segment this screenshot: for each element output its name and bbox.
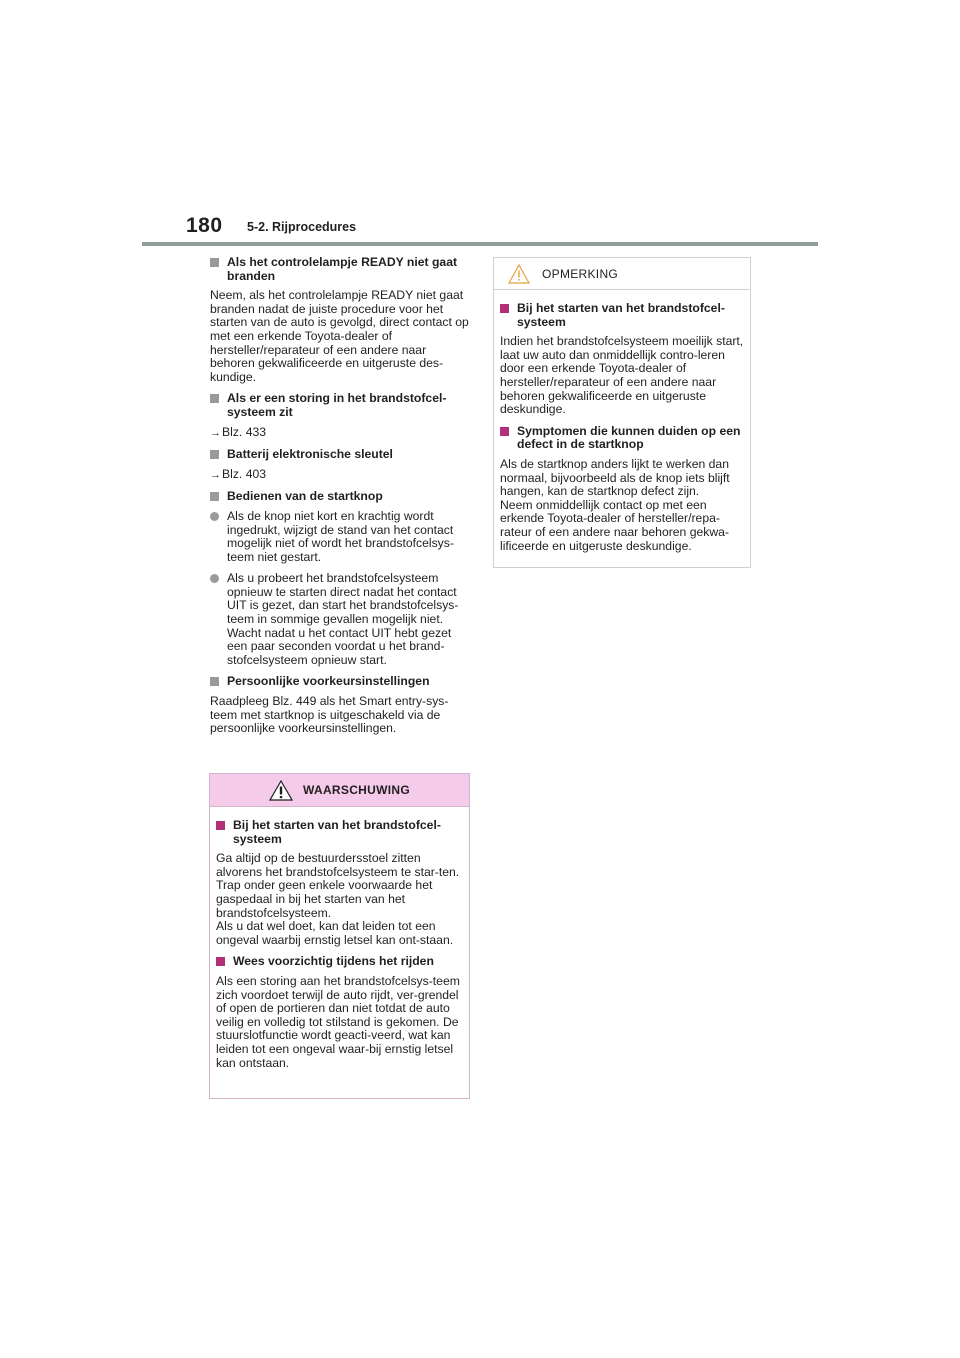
square-marker-icon — [210, 492, 219, 501]
round-bullet-icon — [210, 512, 219, 521]
list-item — [210, 510, 472, 564]
startknop-section — [210, 490, 472, 667]
page-number: 180 — [186, 214, 223, 237]
fault-section — [210, 392, 472, 440]
personal-settings-section — [210, 675, 472, 735]
list-item — [210, 572, 472, 667]
fault-heading: Als er een storing in het brandstofcel-systeem zit — [227, 391, 447, 419]
ready-section — [210, 256, 472, 384]
battery-heading: Batterij elektronische sleutel — [227, 447, 393, 462]
battery-section — [210, 448, 472, 482]
notice-item-text: Indien het brandstofcelsysteem moeilijk start, laat uw auto dan onmiddellijk contro-leren door een erkende Toyota-dealer of hersteller/reparateur of een andere naar behoren gekwalificeerde en uitgeruste deskundige. — [500, 334, 744, 417]
ready-text: Neem, als het controlelampje READY niet gaat branden nadat de juiste procedure voor het starten van de auto is gevolgd, direct contact op met een erkende Toyota-dealer of hersteller/reparateur of een andere naar behoren gekwalificeerde en uitgeruste des-kundige. — [210, 288, 469, 384]
page-reference-text: Blz. 403 — [222, 466, 267, 481]
square-marker-icon — [216, 957, 225, 966]
square-marker-icon — [210, 394, 219, 403]
square-marker-icon — [210, 677, 219, 686]
warning-triangle-icon — [269, 780, 293, 801]
arrow-right-icon: → — [210, 468, 221, 481]
square-marker-icon — [216, 821, 225, 830]
list-item-text: Als u probeert het brandstofcelsysteem opnieuw te starten direct nadat het contact UIT is gezet, dan start het brandstofcelsys-teem in sommige gevallen mogelijk niet. Wacht nadat u het contact UIT hebt gezet een paar seconden voordat u het brand-stofcelsysteem opnieuw start. — [227, 571, 459, 667]
left-column — [210, 256, 472, 744]
notice-item-text: Als de startknop anders lijkt te werken dan normaal, bijvoorbeeld als de knop iets blijft hangen, kan de startknop defect zijn. Neem onmiddellijk contact op met een erkende Toyota-dealer of hersteller/repa-rateur of een andere naar behoren gekwa-lificeerde en uitgeruste deskundige. — [500, 456, 730, 553]
header-rule — [142, 242, 818, 246]
personal-settings-heading: Persoonlijke voorkeursinstellingen — [227, 674, 430, 689]
page-reference[interactable] — [210, 426, 472, 441]
round-bullet-icon — [210, 574, 219, 583]
notice-item-heading: Bij het starten van het brandstofcel-systeem — [517, 301, 725, 329]
list-item-text: Als de knop niet kort en krachtig wordt ingedrukt, wijzigt de stand van het contact mogelijk niet of wordt het brandstofcelsys-teem niet gestart. — [227, 508, 454, 564]
page-reference-text: Blz. 433 — [222, 424, 267, 439]
warning-label: WAARSCHUWING — [303, 783, 410, 797]
warning-item — [216, 955, 461, 1070]
square-marker-icon — [500, 304, 509, 313]
ready-heading: Als het controlelampje READY niet gaat branden — [227, 255, 458, 283]
page-reference[interactable] — [210, 468, 472, 483]
warning-item-text: Als een storing aan het brandstofcelsys-teem zich voordoet terwijl de auto rijdt, ver-grendel of open de portieren dan niet totdat de auto veilig en volledig tot stilstand is gekomen. De stuurslotfunctie wordt geacti-veerd, wat kan leiden tot een ongeval waar-bij ernstig letsel kan ontstaan. — [216, 973, 460, 1070]
notice-box — [493, 257, 751, 568]
notice-item — [500, 302, 744, 417]
notice-header — [494, 258, 750, 290]
notice-label: OPMERKING — [542, 266, 619, 281]
startknop-heading: Bedienen van de startknop — [227, 489, 383, 504]
section-title: 5-2. Rijprocedures — [247, 220, 357, 234]
warning-header — [210, 774, 469, 807]
warning-item — [216, 819, 461, 947]
warning-item-heading: Bij het starten van het brandstofcel-systeem — [233, 818, 441, 846]
square-marker-icon — [210, 258, 219, 267]
caution-triangle-icon — [508, 264, 530, 284]
warning-box — [209, 773, 470, 1099]
square-marker-icon — [210, 450, 219, 459]
warning-item-text: Ga altijd op de bestuurdersstoel zitten alvorens het brandstofcelsysteem te star-ten. Trap onder geen enkele voorwaarde het gaspedaal in bij het starten van het brandstofcelsysteem. Als u dat wel doet, kan dat leiden tot een ongeval waarbij ernstig letsel kan ont-staan. — [216, 851, 460, 947]
notice-item — [500, 425, 744, 553]
arrow-right-icon: → — [210, 426, 221, 439]
personal-settings-text: Raadpleeg Blz. 449 als het Smart entry-sys-teem met startknop is uitgeschakeld via de persoonlijke voorkeursinstellingen. — [210, 694, 449, 736]
square-marker-icon — [500, 427, 509, 436]
warning-item-heading: Wees voorzichtig tijdens het rijden — [233, 954, 434, 969]
notice-item-heading: Symptomen die kunnen duiden op een defect in de startknop — [517, 423, 741, 452]
